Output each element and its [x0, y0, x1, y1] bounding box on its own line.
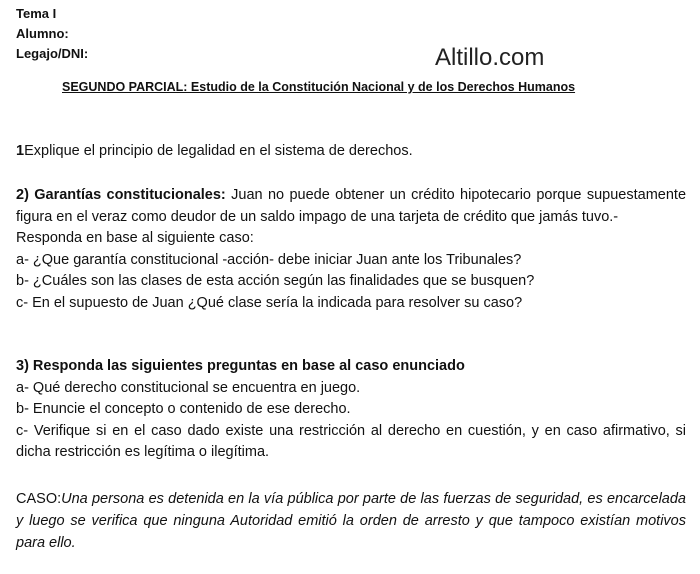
case-text: Una persona es detenida en la vía pública por parte de las fuerzas de seguridad, es encarcelada y luego se verifica que ninguna Autoridad emitió la orden de arresto y que tampoco existían motivos para ello. — [16, 491, 686, 551]
question-1 — [16, 143, 413, 159]
case-label: CASO: — [16, 491, 62, 507]
question-2-intro: Juan no puede obtener un crédito hipotecario porque supuestamente figura en el veraz como deudor de un saldo impago de una tarjeta de crédito que jamás tuvo.- — [16, 187, 687, 225]
question-2-respond: Responda en base al siguiente caso: — [16, 230, 254, 246]
question-3-item-a: a- Qué derecho constitucional se encuentra en juego. — [16, 379, 361, 396]
alumno-label: Alumno: — [16, 26, 69, 41]
question-1-text: Explique el principio de legalidad en el sistema de derechos. — [24, 143, 413, 159]
question-3-heading: 3) Responda las siguientes preguntas en base al caso enunciado — [16, 358, 465, 374]
watermark: Altillo.com — [435, 44, 545, 71]
question-3 — [16, 356, 686, 464]
question-3-item-c: c- Verifique si en el caso dado existe una restricción al derecho en cuestión, y en caso afirmativo, si dicha restricción es legítima o ilegítima. — [16, 422, 686, 460]
question-2-heading: 2) Garantías constitucionales: — [16, 187, 226, 203]
question-1-number: 1 — [16, 143, 25, 159]
question-2-item-a: a- ¿Que garantía constitucional -acción- debe iniciar Juan ante los Tribunales? — [16, 251, 522, 268]
case-paragraph — [16, 488, 686, 554]
exam-title: SEGUNDO PARCIAL: Estudio de la Constitución Nacional y de los Derechos Humanos — [62, 80, 576, 94]
question-2 — [16, 185, 686, 314]
question-2-item-c: c- En el supuesto de Juan ¿Qué clase sería la indicada para resolver su caso? — [16, 294, 523, 311]
question-3-item-b: b- Enuncie el concepto o contenido de ese derecho. — [16, 401, 351, 417]
question-2-item-b: b- ¿Cuáles son las clases de esta acción según las finalidades que se busquen? — [16, 273, 535, 289]
legajo-label: Legajo/DNI: — [16, 46, 89, 61]
tema-label: Tema I — [16, 6, 57, 21]
question-2-intro-paragraph — [16, 185, 686, 228]
student-header — [16, 4, 88, 64]
